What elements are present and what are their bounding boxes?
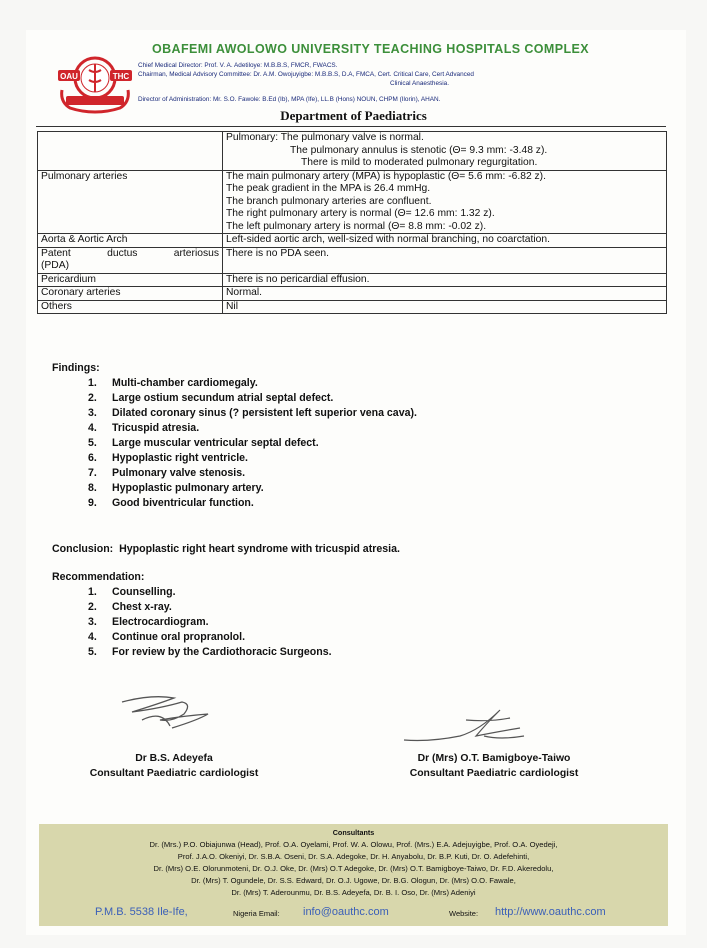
table-label-cell: Pulmonary arteries [38, 170, 223, 234]
footer-consultants-line: Dr. (Mrs) O.E. Olorunmoteni, Dr. O.J. Oke, Dr. (Mrs) O.T Adegoke, Dr. (Mrs) O.T. Bamigboye-Taiwo, Dr. F.D. Akeredolu, [153, 864, 554, 873]
footer-email-label: Nigeria Email: [233, 909, 280, 918]
footer-consultants-line: Prof. J.A.O. Okeniyi, Dr. S.B.A. Oseni, Dr. S.A. Adegoke, Dr. H. Anyabolu, Dr. B.P. Kuti, Dr. O. Adefehinti, [177, 852, 530, 861]
table-row [38, 170, 667, 234]
list-item: 3. Electrocardiogram. [88, 616, 209, 628]
table-row [38, 273, 667, 287]
consultants-footer [39, 824, 668, 926]
table-line: The right pulmonary artery is normal (Θ= 12.6 mm: 1.32 z). [226, 208, 495, 219]
findings-heading: Findings: [52, 362, 100, 374]
footer-consultants-line: Dr. (Mrs.) P.O. Obiajunwa (Head), Prof. O.A. Oyelami, Prof. W. A. Olowu, Prof. (Mrs.) E.A. Adejuyigbe, Prof. O.A. Oyedeji, [149, 840, 558, 849]
table-row [38, 287, 667, 301]
footer-website-label: Website: [449, 909, 479, 918]
svg-text:THC: THC [112, 72, 130, 81]
table-value-cell: There is no pericardial effusion. [223, 273, 667, 287]
list-item: 3. Dilated coronary sinus (? persistent left superior vena cava). [88, 407, 417, 419]
signature-adeyefa [112, 690, 232, 745]
signature-bamigboye-taiwo [400, 700, 550, 755]
list-item: 2. Large ostium secundum atrial septal defect. [88, 392, 334, 404]
table-label-cell: Others [38, 300, 223, 314]
table-label-cell [38, 132, 223, 171]
recommendation-heading: Recommendation: [52, 571, 145, 583]
echo-report-table [37, 131, 667, 314]
conclusion-text: Hypoplastic right heart syndrome with tricuspid atresia. [119, 543, 400, 555]
table-label-cell: Pericardium [38, 273, 223, 287]
table-value-cell: Nil [223, 300, 667, 314]
svg-text:OAU: OAU [60, 72, 78, 81]
list-item: 9. Good biventricular function. [88, 497, 254, 509]
list-item: 4. Continue oral propranolol. [88, 631, 246, 643]
footer-pmb: P.M.B. 5538 Ile-Ife, [95, 906, 188, 918]
conclusion [52, 543, 400, 555]
table-row [38, 300, 667, 314]
signatory-title-2: Consultant Paediatric cardiologist [409, 768, 579, 779]
table-line: The branch pulmonary arteries are confluent. [226, 195, 432, 207]
table-line: The pulmonary annulus is stenotic (Θ= 9.3 mm: -3.48 z). [290, 144, 548, 156]
header-director-line: Director of Administration: Mr. S.O. Fawole: B.Ed (Ib), MPA (Ife), LL.B (Hons) NOUN, CHPM (Ilorin), AHAN. [138, 96, 441, 103]
table-row [38, 247, 667, 273]
footer-consultants-line: Dr. (Mrs) T. Ogundele, Dr. S.S. Edward, Dr. O.J. Ugowe, Dr. B.G. Ologun, Dr. (Mrs) O.O. Fawale, [191, 876, 516, 885]
header-chairman-line-cont: Clinical Anaesthesia. [390, 80, 449, 87]
signatory-name-1: Dr B.S. Adeyefa [135, 753, 213, 764]
header-cmd-line: Chief Medical Director: Prof. V. A. Adetiloye: M.B.B.S, FMCR, FWACS. [138, 62, 338, 69]
department-title: Department of Paediatrics [280, 108, 427, 123]
table-label-word: (PDA) [41, 260, 70, 271]
recommendation-list [88, 585, 332, 660]
findings-list [88, 376, 417, 511]
list-item: 6. Hypoplastic right ventricle. [88, 452, 248, 464]
table-line: There is mild to moderated pulmonary regurgitation. [301, 157, 538, 168]
footer-email-link[interactable]: info@oauthc.com [303, 906, 389, 918]
table-line: Pulmonary: The pulmonary valve is normal. [226, 132, 424, 143]
table-line: The left pulmonary artery is normal (Θ= 8.8 mm: -0.02 z). [226, 220, 487, 232]
table-value-cell [223, 170, 667, 234]
table-label-word: ductus [107, 247, 138, 259]
signatory-name-2: Dr (Mrs) O.T. Bamigboye-Taiwo [417, 753, 571, 764]
table-label-cell: Coronary arteries [38, 287, 223, 301]
list-item: 1. Counselling. [88, 586, 176, 598]
table-value-cell: Normal. [223, 287, 667, 301]
header-chairman-line: Chairman, Medical Advisory Committee: Dr. A.M. Owojuyigbe: M.B.B.S, D.A, FMCA, Cert. Critical Care, Cert Advanced [138, 71, 474, 78]
list-item: 8. Hypoplastic pulmonary artery. [88, 482, 264, 494]
table-value-cell: Left-sided aortic arch, well-sized with normal branching, no coarctation. [223, 234, 667, 248]
table-row [38, 132, 667, 171]
table-label-word: Patent [41, 247, 71, 259]
footer-title: Consultants [332, 828, 375, 837]
signatory-title-1: Consultant Paediatric cardiologist [89, 768, 259, 779]
footer-consultants-line: Dr. (Mrs) T. Aderounmu, Dr. B.S. Adeyefa, Dr. B. I. Oso, Dr. (Mrs) Adeniyi [231, 888, 476, 897]
conclusion-label: Conclusion: [52, 543, 114, 555]
hospital-name: OBAFEMI AWOLOWO UNIVERSITY TEACHING HOSPITALS COMPLEX [152, 42, 589, 56]
list-item: 1. Multi-chamber cardiomegaly. [88, 377, 258, 389]
table-line: The main pulmonary artery (MPA) is hypoplastic (Θ= 5.6 mm: -6.82 z). [226, 170, 546, 182]
header-divider [36, 126, 666, 127]
table-label-cell [38, 247, 223, 273]
list-item: 7. Pulmonary valve stenosis. [88, 467, 246, 479]
list-item: 5. Large muscular ventricular septal defect. [88, 437, 319, 449]
table-label-word: arteriosus [173, 247, 219, 259]
table-value-cell [223, 132, 667, 171]
table-label-cell: Aorta & Aortic Arch [38, 234, 223, 248]
footer-website-link[interactable]: http://www.oauthc.com [495, 906, 606, 918]
hospital-logo [56, 50, 134, 114]
table-value-cell: There is no PDA seen. [223, 247, 667, 273]
list-item: 5. For review by the Cardiothoracic Surgeons. [88, 646, 332, 658]
table-line: The peak gradient in the MPA is 26.4 mmHg. [226, 183, 431, 194]
list-item: 2. Chest x-ray. [88, 601, 172, 613]
list-item: 4. Tricuspid atresia. [88, 422, 200, 434]
table-row [38, 234, 667, 248]
